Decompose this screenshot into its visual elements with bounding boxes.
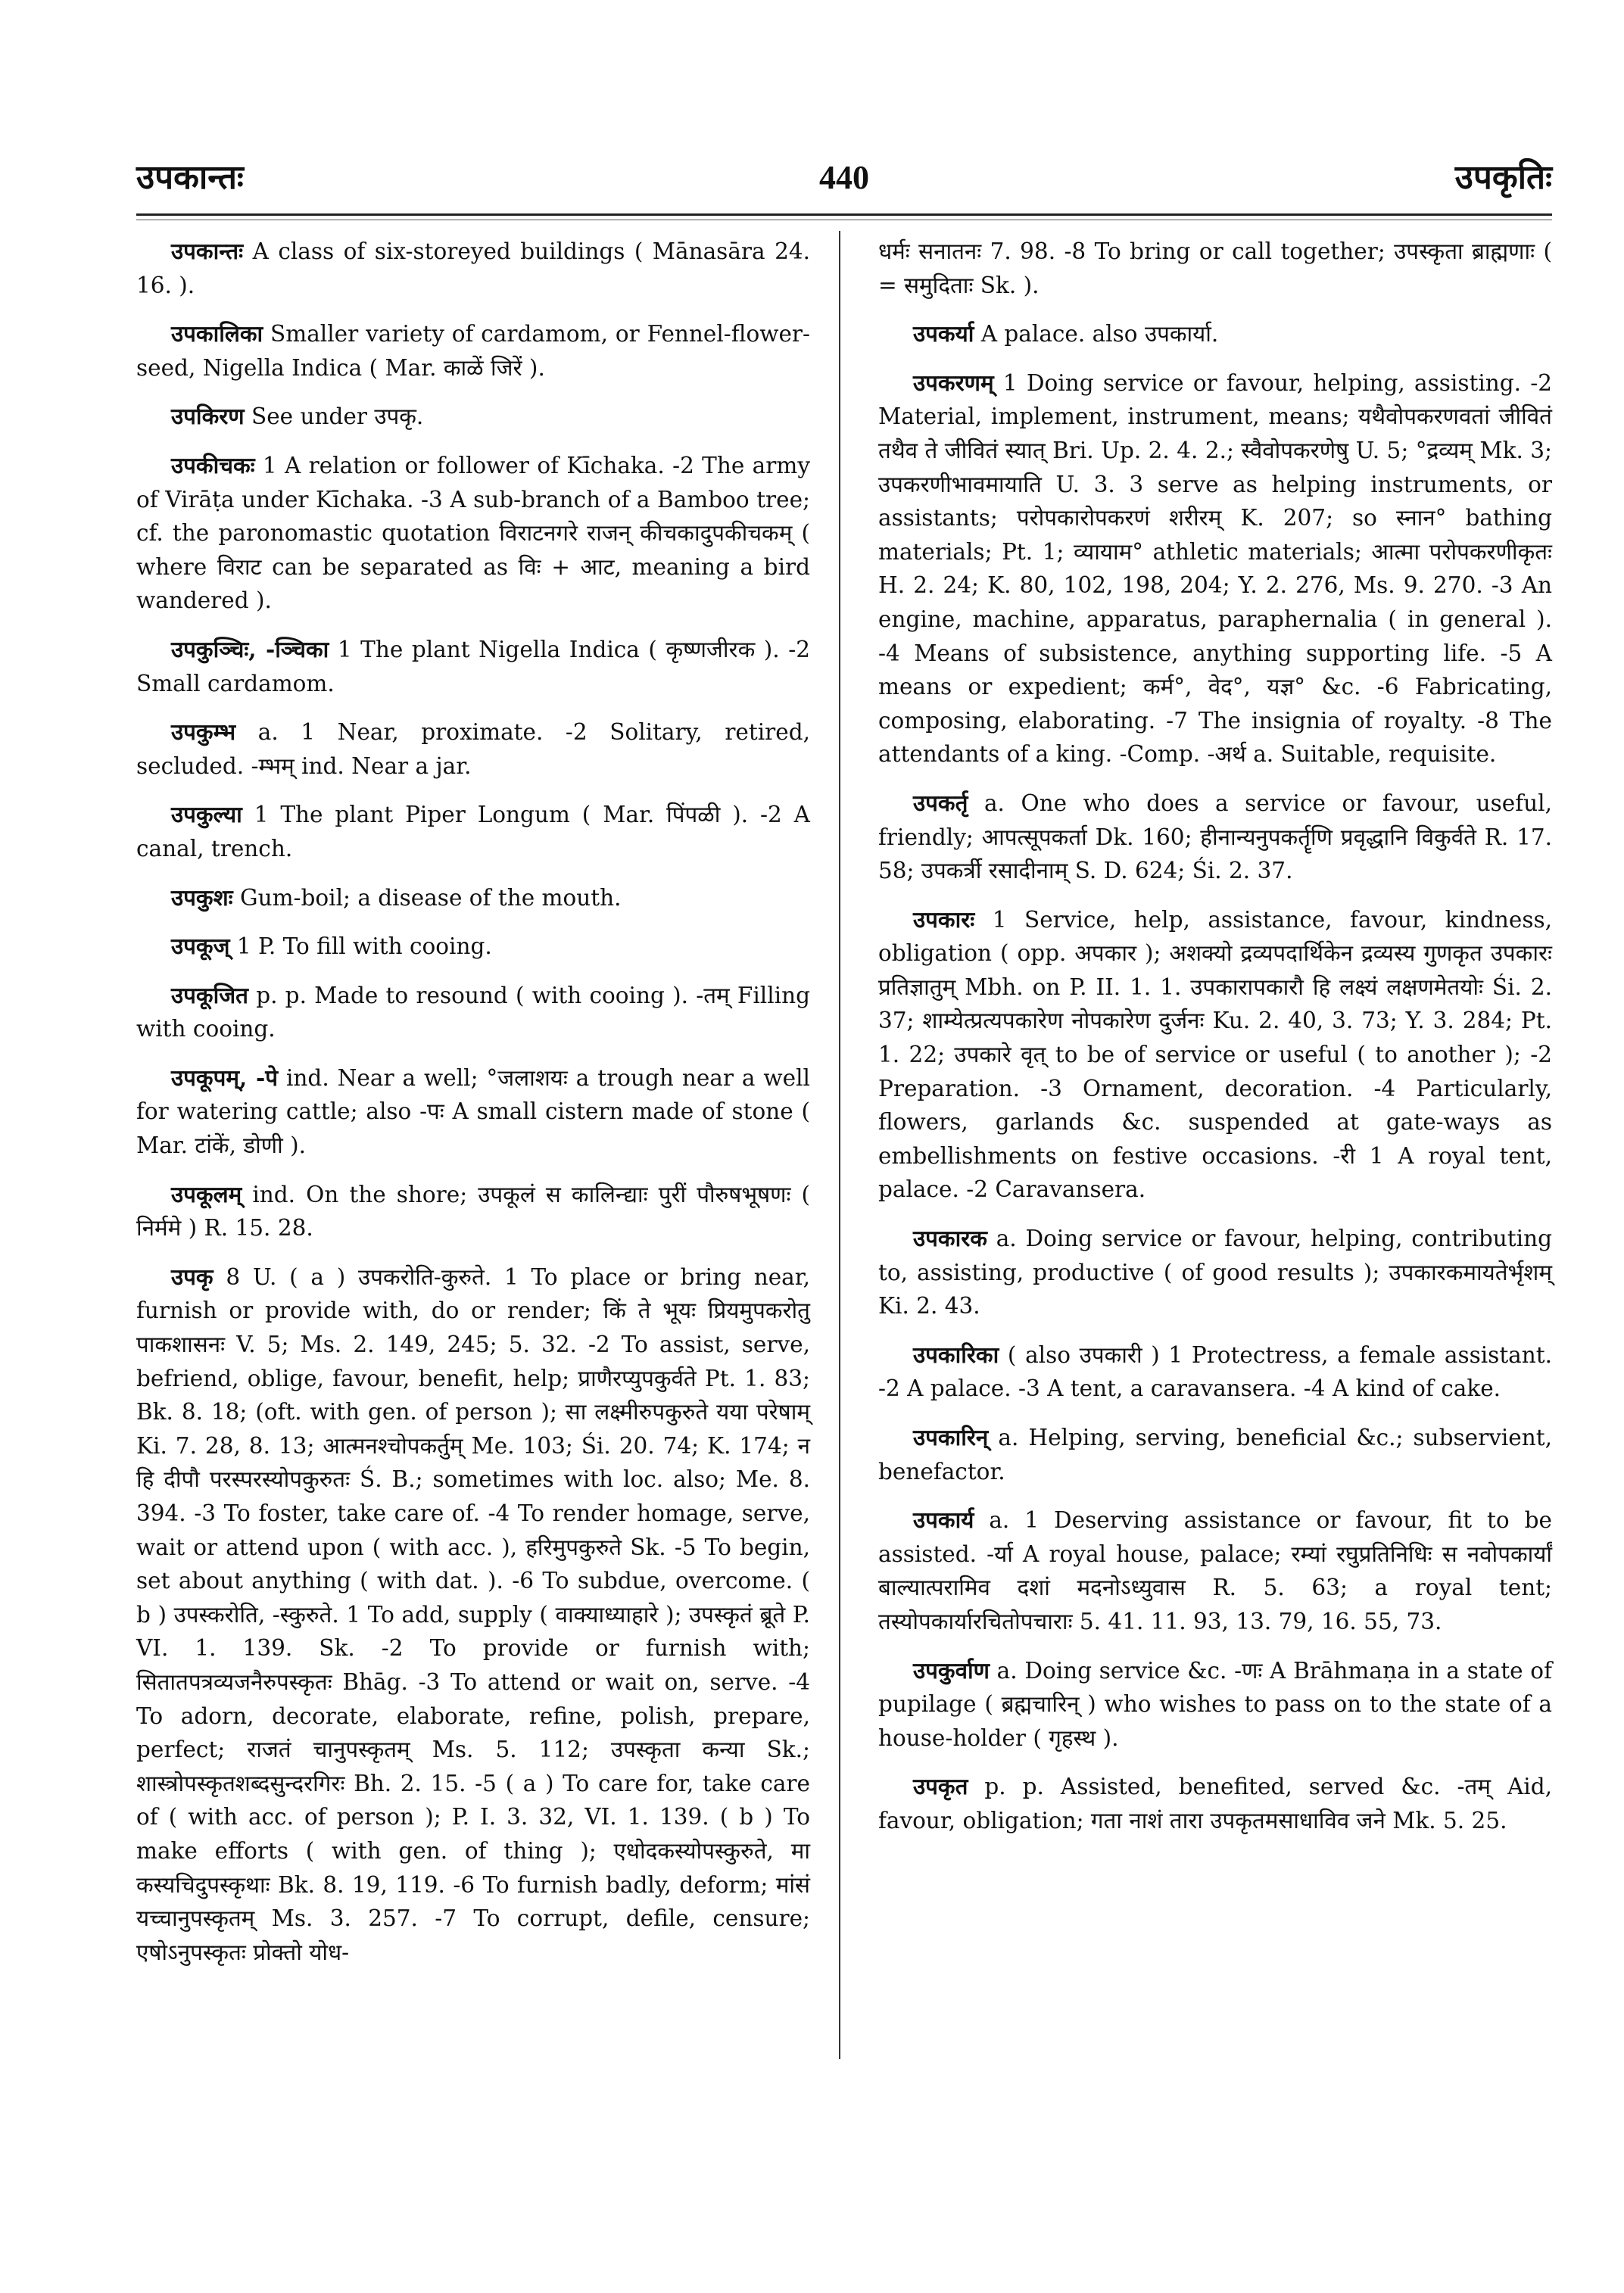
entry-headword: उपकीचकः — [171, 451, 255, 478]
right-column — [878, 235, 1552, 1853]
entry-definition: 1 Doing service or favour, helping, assisting. -2 Material, implement, instrument, means; यथैवोपकरणवतां जीवितं तथैव ते जीवितं स्यात् Bri. Up. 2. 4. 2.; स्वैवोपकरणेषु U. 5; °द्रव्यम् Mk. 3; उपकरणीभावमायाति U. 3. 3 serve as helping instruments, or assistants; परोपकारोपकरणं शरीरम् K. 207; so स्नान° bathing materials; Pt. 1; व्यायाम° athletic materials; आत्मा परोपकरणीकृतः H. 2. 24; K. 80, 102, 198, 204; Y. 2. 276, Ms. 9. 270. -3 An engine, machine, apparatus, paraphernalia ( in general ). -4 Means of subsistence, anything supporting life. -5 A means or expedient; कर्म°, वेद°, यज्ञ° &c. -6 Fabricating, composing, elaborating. -7 The insignia of royalty. -8 The attendants of a king. -Comp. -अर्थ a. Suitable, requisite. — [878, 369, 1552, 768]
entry-headword: उपकारः — [913, 905, 975, 933]
entry-definition: Gum-boil; a disease of the mouth. — [240, 884, 622, 911]
entry-headword: उपकूलम् — [171, 1180, 242, 1207]
entry-definition: ( also उपकारी ) 1 Protectress, a female assistant. -2 A palace. -3 A tent, a caravansera. -4 A kind of cake. — [878, 1341, 1552, 1402]
entry-headword: उपकिरण — [171, 403, 245, 430]
entry-headword: उपकरणम् — [913, 369, 994, 396]
dictionary-entry — [878, 787, 1552, 888]
entry-definition: a. Doing service or favour, helping, contributing to, assisting, productive ( of good results ); उपकारकमायतेर्भृशम् Ki. 2. 43. — [878, 1226, 1552, 1319]
entry-definition: a. One who does a service or favour, useful, friendly; आपत्सूपकर्ता Dk. 160; हीनान्यनुपकर्तॄणि प्रवृद्धानि विकुर्वते R. 17. 58; उपकर्त्री रसादीनाम् S. D. 624; Śi. 2. 37. — [878, 790, 1552, 884]
page-number: 440 — [819, 159, 869, 196]
entry-headword: उपकूजित — [171, 981, 248, 1008]
entry-definition: p. p. Assisted, benefited, served &c. -तम् Aid, favour, obligation; गता नाशं तारा उपकृतमसाधाविव जने Mk. 5. 25. — [878, 1774, 1552, 1833]
entry-headword: उपकारिन् — [913, 1424, 989, 1450]
dictionary-entry — [878, 1654, 1552, 1756]
entry-headword: उपकृत — [913, 1773, 968, 1800]
entry-headword: उपकारक — [913, 1225, 987, 1252]
entry-headword: उपकुञ्चिः, -ञ्चिका — [171, 635, 329, 662]
entry-definition: ind. On the shore; उपकूलं स कालिन्द्याः पुरीं पौरुषभूषणः ( निर्ममे ) R. 15. 28. — [136, 1181, 810, 1242]
entry-headword: उपकान्तः — [171, 238, 244, 264]
dictionary-entry — [878, 366, 1552, 771]
dictionary-entry-continuation — [878, 235, 1552, 302]
entry-headword: उपकारिका — [913, 1341, 999, 1368]
left-column — [136, 235, 810, 1984]
dictionary-entry — [136, 317, 810, 385]
entry-definition: 8 U. ( a ) उपकरोति-कुरुते. 1 To place or bring near, furnish or provide with, do or render; किं ते भूयः प्रियमुपकरोतु पाकशासनः V. 5; Ms. 2. 149, 245; 5. 32. -2 To assist, serve, befriend, oblige, favour, benefit, help; प्राणैरप्युपकुर्वते Pt. 1. 83; Bk. 8. 18; (oft. with gen. of person ); सा लक्ष्मीरुपकुरुते यया परेषाम् Ki. 7. 28, 8. 13; आत्मनश्चोपकर्तुम् Me. 103; Śi. 20. 74; K. 174; न हि दीपौ परस्परस्योपकुरुतः Ś. B.; sometimes with loc. also; Me. 8. 394. -3 To foster, take care of. -4 To render homage, serve, wait or attend upon ( with acc. ), हरिमुपकुरुते Sk. -5 To begin, set about anything ( with dat. ). -6 To subdue, overcome. ( b ) उपस्करोति, -स्कुरुते. 1 To add, supply ( वाक्याध्याहारे ); उपस्कृतं ब्रूते P. VI. 1. 139. Sk. -2 To provide or furnish with; सितातपत्रव्यजनैरुपस्कृतः Bhāg. -3 To attend or wait on, serve. -4 To adorn, decorate, elaborate, refine, polish, prepare, perfect; राजतं चानुपस्कृतम् Ms. 5. 112; उपस्कृता कन्या Sk.; शास्त्रोपस्कृतशब्दसुन्दरगिरः Bh. 2. 15. -5 ( a ) To care for, take care of ( with acc. of person ); P. I. 3. 32, VI. 1. 139. ( b ) To make efforts ( with gen. of thing ); एधोदकस्योपस्कुरुते, मा कस्यचिदुपस्कृथाः Bk. 8. 19, 119. -6 To furnish badly, deform; मांसं यच्चानुपस्कृतम् Ms. 3. 257. -7 To corrupt, defile, censure; एषोऽनुपस्कृतः प्रोक्तो योध- — [136, 1263, 810, 1965]
entry-headword: उपकर्तृ — [913, 789, 968, 816]
entry-headword: उपकुल्या — [171, 801, 242, 828]
entry-definition: A class of six-storeyed buildings ( Mānasāra 24. 16. ). — [136, 238, 810, 298]
dictionary-entry — [136, 633, 810, 700]
dictionary-entry — [878, 317, 1552, 351]
entry-definition: a. Doing service &c. -णः A Brāhmaṇa in a state of pupilage ( ब्रह्मचारिन् ) who wishes to pass on to the state of a house-holder ( गृहस्थ ). — [878, 1657, 1552, 1751]
dictionary-entry — [878, 1338, 1552, 1406]
dictionary-entry — [136, 1260, 810, 1969]
entry-headword: उपकालिका — [171, 320, 263, 347]
dictionary-entry — [878, 903, 1552, 1207]
dictionary-entry — [136, 449, 810, 618]
entry-headword: उपकार्य — [913, 1506, 974, 1534]
entry-definition: a. Helping, serving, beneficial &c.; subservient, benefactor. — [878, 1425, 1552, 1485]
entry-definition: See under उपकृ. — [251, 403, 424, 430]
dictionary-entry — [136, 1178, 810, 1245]
entry-headword: उपकुशः — [171, 883, 233, 911]
dictionary-entry — [136, 400, 810, 434]
header-rule — [136, 213, 1552, 216]
dictionary-entry — [136, 979, 810, 1046]
entry-headword: उपकूज् — [171, 933, 230, 960]
running-head-left: उपकान्तः — [136, 158, 244, 197]
entry-definition: 1 The plant Nigella Indica ( कृष्णजीरक ). -2 Small cardamom. — [136, 636, 810, 696]
entry-definition: 1 P. To fill with cooing. — [236, 933, 492, 960]
dictionary-entry — [136, 235, 810, 302]
dictionary-entry — [878, 1503, 1552, 1638]
dictionary-entry — [136, 798, 810, 865]
entry-definition: Smaller variety of cardamom, or Fennel-flower-seed, Nigella Indica ( Mar. काळें जिरें ). — [136, 321, 810, 381]
running-head-right: उपकृतिः — [1454, 158, 1552, 197]
dictionary-entry — [878, 1421, 1552, 1488]
entry-definition: a. 1 Deserving assistance or favour, fit to be assisted. -र्या A royal house, palace; रम्यां रघुप्रतिनिधिः स नवोपकार्यां बाल्यात्परामिव दशां मदनोऽध्युवास R. 5. 63; a royal tent; तस्योपकार्यारचितोपचाराः 5. 41. 11. 93, 13. 79, 16. 55, 73. — [878, 1507, 1552, 1634]
entry-headword: उपकुम्भ — [171, 718, 236, 746]
entry-definition: p. p. Made to resound ( with cooing ). -तम् Filling with cooing. — [136, 982, 810, 1042]
entry-definition: 1 A relation or follower of Kīchaka. -2 The army of Virāṭa under Kīchaka. -3 A sub-branch of a Bamboo tree; cf. the paronomastic quotation विराटनगरे राजन् कीचकादुपकीचकम् ( where विराट can be separated as विः + आट, meaning a bird wandered ). — [136, 452, 810, 614]
entry-headword: उपकुर्वाण — [913, 1656, 990, 1684]
entry-definition: 1 The plant Piper Longum ( Mar. पिंपळी ). -2 A canal, trench. — [136, 802, 810, 861]
dictionary-entry — [878, 1770, 1552, 1837]
entry-headword: उपकूपम्, -पे — [171, 1064, 279, 1091]
column-divider — [839, 231, 840, 2059]
dictionary-entry — [136, 930, 810, 964]
dictionary-entry — [136, 1061, 810, 1163]
entry-definition: ind. Near a well; °जलाशयः a trough near a well for watering cattle; also -पः A small cistern made of stone ( Mar. टांकें, डोणी ). — [136, 1064, 810, 1159]
entry-definition: 1 Service, help, assistance, favour, kindness, obligation ( opp. अपकार ); अशक्यो द्रव्यपदार्थिकेन द्रव्यस्य गुणकृत उपकारः प्रतिज्ञातुम् Mbh. on P. II. 1. 1. उपकारापकारौ हि लक्ष्यं लक्षणमेतयोः Śi. 2. 37; शाम्येत्प्रत्यपकारेण नोपकारेण दुर्जनः Ku. 2. 40, 3. 73; Y. 3. 284; Pt. 1. 22; उपकारे वृत् to be of service or useful ( to another ); -2 Preparation. -3 Ornament, decoration. -4 Particularly, flowers, garlands &c. suspended at gate-ways as embellishments on festive occasions. -री 1 A royal tent, palace. -2 Caravansera. — [878, 906, 1552, 1203]
running-head — [136, 155, 1552, 208]
dictionary-entry — [878, 1222, 1552, 1323]
dictionary-entry — [136, 715, 810, 783]
entry-headword: उपकृ — [171, 1263, 214, 1290]
entry-headword: उपकर्या — [913, 320, 974, 347]
entry-definition: A palace. also उपकार्या. — [980, 321, 1219, 347]
entry-definition: धर्मः सनातनः 7. 98. -8 To bring or call together; उपस्कृता ब्राह्मणाः ( = समुदिताः Sk. ). — [878, 238, 1552, 298]
entry-definition: a. 1 Near, proximate. -2 Solitary, retired, secluded. -म्भम् ind. Near a jar. — [136, 719, 810, 779]
dictionary-entry — [136, 881, 810, 915]
